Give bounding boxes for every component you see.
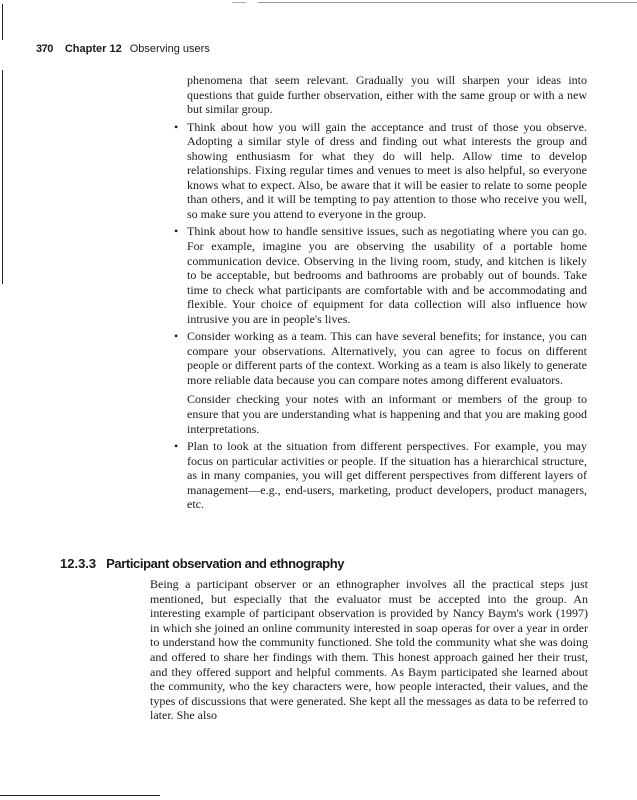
list-item bbox=[174, 439, 587, 512]
bullet-icon: • bbox=[174, 329, 179, 344]
bullet-list-section bbox=[174, 73, 587, 512]
lead-paragraph: phenomena that seem relevant. Gradually you will sharpen your ideas into questions that guide further observation, either with the same group or with a new but similar group. bbox=[187, 73, 587, 117]
bullet-text: Think about how you will gain the acceptance and trust of those you observe. Adopting a similar style of dress and finding out what interests the group and showing enthusiasm for what they do will help. Allow time to develop relationships. Fixing regular times and venues to meet is also helpful, so everyone knows what to expect. Also, be aware that it will be easier to relate to some people than others, and it will be tempting to pay attention to those who receive you well, so make sure you attend to everyone in the group. bbox=[187, 119, 587, 221]
bullet-text: Consider working as a team. This can have several benefits; for instance, you can compare your observations. Alternatively, you can agree to focus on different people or different parts of the context. Working as a team is also likely to generate more reliable data because you can compare notes among different evaluators. bbox=[187, 329, 587, 387]
chapter-title: Observing users bbox=[129, 43, 210, 55]
margin-bar-upper bbox=[2, 4, 3, 40]
margin-bar-lower bbox=[2, 70, 3, 284]
running-head bbox=[36, 42, 210, 56]
section-title: Participant observation and ethnography bbox=[106, 556, 345, 571]
list-item bbox=[174, 329, 587, 436]
top-rule bbox=[258, 2, 637, 3]
list-item bbox=[174, 119, 587, 222]
bullet-icon: • bbox=[174, 224, 179, 239]
bullet-follow-up-text: Consider checking your notes with an informant or members of the group to ensure that you are understanding what is happening and that you are making good interpretations. bbox=[187, 392, 587, 436]
section-number: 12.3.3 bbox=[60, 556, 97, 571]
list-item bbox=[174, 224, 587, 326]
bullet-text: Think about how to handle sensitive issues, such as negotiating where you can go. For example, imagine you are observing the usability of a portable home communication device. Observing in the living room, study, and kitchen is likely to be acceptable, but bedrooms and bathrooms are probably out of bounds. Take time to check what participants are comfortable with and be accommodating and flexible. Your choice of equipment for data collection will also influence how intrusive you are in people's lives. bbox=[187, 224, 587, 326]
bullet-icon: • bbox=[174, 119, 179, 134]
bottom-rule bbox=[0, 795, 160, 796]
section-paragraph: Being a participant observer or an ethnographer involves all the practical steps just mentioned, but especially that the evaluator must be accepted into the group. An interesting example of participant observation is provided by Nancy Baym's work (1997) in which she joined an online community interested in soap operas for over a year in order to understand how the community functioned. She told the community what she was doing and offered to share her findings with them. This honest approach gained her their trust, and they offered support and helpful comments. As Baym participated she learned about the community, who the key characters were, how people interacted, their values, and the types of discussions that were generated. She kept all the messages as data to be referred to later. She also bbox=[150, 577, 588, 723]
section-heading bbox=[60, 556, 344, 572]
section-body bbox=[150, 577, 588, 723]
top-rule-dash bbox=[232, 2, 246, 3]
page-number: 370 bbox=[36, 43, 53, 55]
chapter-label: Chapter 12 bbox=[64, 43, 122, 55]
bullet-icon: • bbox=[174, 439, 179, 454]
bullet-text: Plan to look at the situation from different perspectives. For example, you may focus on particular activities or people. If the situation has a hierarchical structure, as in many companies, you will get different perspectives from different layers of management—e.g., end-users, marketing, product developers, product managers, etc. bbox=[187, 439, 587, 512]
